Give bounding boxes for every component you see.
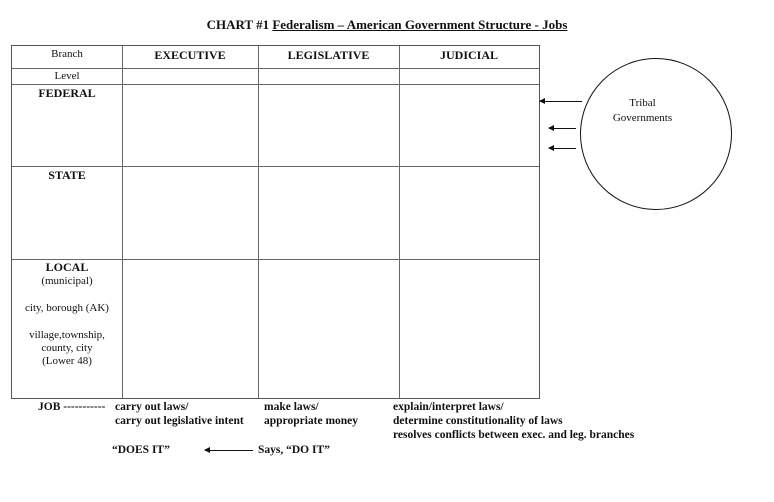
column-header-legislative: LEGISLATIVE: [287, 48, 370, 62]
job-executive-line-1: carry out laws/: [115, 401, 189, 413]
column-header-executive: EXECUTIVE: [154, 48, 226, 62]
job-legislative: [264, 400, 358, 428]
column-divider: [399, 46, 400, 398]
job-judicial-line-2: determine constitutionality of laws: [393, 415, 563, 427]
state-label: STATE: [48, 168, 86, 182]
chart-number: CHART #1: [206, 17, 270, 32]
row-divider: [12, 259, 539, 260]
column-divider: [122, 46, 123, 398]
row-divider: [12, 84, 539, 85]
local-village-township: village,township,: [29, 329, 105, 341]
tribal-line-2: Governments: [612, 112, 673, 124]
local-label: LOCAL: [45, 260, 89, 274]
federal-label: FEDERAL: [38, 86, 96, 100]
tribal-line-1: Tribal: [629, 97, 656, 109]
page-title: [0, 17, 774, 33]
job-judicial: [393, 400, 634, 442]
job-legislative-line-1: make laws/: [264, 401, 319, 413]
column-header-judicial: JUDICIAL: [439, 48, 498, 62]
job-executive-line-2: carry out legislative intent: [115, 415, 244, 427]
federalism-table: [11, 45, 540, 399]
row-divider: [12, 166, 539, 167]
local-city-borough: city, borough (AK): [25, 302, 109, 314]
job-judicial-line-3: resolves conflicts between exec. and leg. branches: [393, 429, 635, 441]
job-executive: [115, 400, 244, 428]
does-it-label: “DOES IT”: [112, 444, 170, 456]
corner-branch-label: Branch: [51, 48, 83, 60]
row-label-federal: [12, 87, 122, 101]
column-divider: [258, 46, 259, 398]
chart-title: Federalism – American Government Structure - Jobs: [272, 17, 568, 32]
job-lead: JOB -----------: [38, 401, 106, 413]
local-lower-48: (Lower 48): [42, 355, 92, 367]
row-label-state: [12, 169, 122, 183]
tribal-governments-label: [580, 96, 705, 126]
job-judicial-line-1: explain/interpret laws/: [393, 401, 504, 413]
local-county-city: county, city: [41, 342, 93, 354]
arrow-to-table: [549, 148, 576, 149]
tribal-governments-circle: [580, 58, 732, 210]
arrow-to-table: [549, 128, 576, 129]
row-label-local: [12, 261, 122, 368]
corner-level-label: Level: [54, 70, 80, 82]
says-do-it-label: Says, “DO IT”: [258, 444, 330, 456]
local-municipal: (municipal): [41, 275, 93, 287]
arrow-to-federal: [540, 101, 582, 102]
says-to-does-arrow: [205, 450, 253, 451]
job-legislative-line-2: appropriate money: [264, 415, 359, 427]
row-divider: [12, 68, 539, 69]
